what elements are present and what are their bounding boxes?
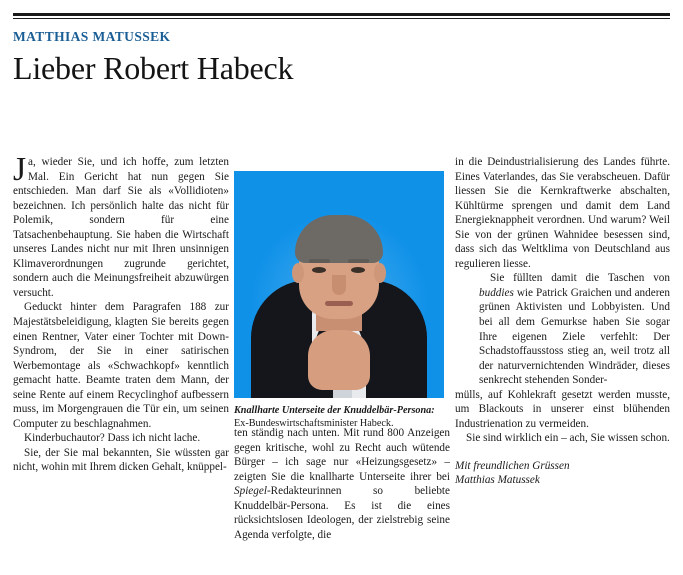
masthead-rule-thick xyxy=(13,13,670,16)
signoff xyxy=(455,459,670,488)
figure-caption-lead: Knallharte Unterseite der Knuddelbär-Persona: xyxy=(234,405,435,416)
paragraph xyxy=(234,155,450,542)
paragraph-text-part1: ten ständig nach unten. Mit rund 800 Anzeigen gegen kritische, wohl zu Recht auch wütende Bürger – ich sage nur «Heizungsgesetz» – zeigten Sie die knallharte Unterseite ihrer bei xyxy=(234,427,450,483)
signoff-author: Matthias Matussek xyxy=(455,474,540,487)
paragraph-text-part2: -Redakteurinnen so beliebte Knuddelbär-Persona. Es ist die eines rücksichtslosen Ideologen, der zielstrebig seine Agenda verfolgte, die xyxy=(234,485,450,541)
paragraph: Sie, der Sie mal bekannten, Sie wüssten gar nicht, wohin mit Ihrem dicken Gehalt, knüppel- xyxy=(13,446,229,474)
paragraph: in die Deindustrialisierung des Landes führte. Eines Vaterlandes, das Sie verabscheuen. Dafür liessen Sie die Kernkraftwerke abschalten, Kühltürme sprengen und damit dem Land Energieknappheit verordnen. Und warum? Weil Sie von der grünen Wahnidee besessen sind, dass sich das Weltklima von Deutschland aus regulieren liesse. xyxy=(455,156,670,270)
signoff-greeting: Mit freundlichen Grüssen xyxy=(455,459,570,472)
foreign-word-buddies: buddies xyxy=(479,286,514,299)
paragraph: Sie sind wirklich ein – ach, Sie wissen schon. xyxy=(466,432,670,445)
paragraph-lead: Ja, wieder Sie, und ich hoffe, zum letzten Mal. Ein Gericht hat nun gegen Sie entschieden. Man darf Sie als «Vollidioten» bezeichnen. Ich persönlich halte das nicht für Polemik, sondern für eine Tatsachenbehauptung. Sie haben die Wirtschaft unseres Landes nicht nur mit Ihren unsinnigen Klimaverordnungen zugrunde gerichtet, sondern auch die Meinungsfreiheit abzuwürgen versucht. xyxy=(13,151,229,299)
article-columns xyxy=(13,151,670,567)
article-page xyxy=(0,13,683,575)
page-title: Lieber Robert Habeck xyxy=(13,49,294,86)
column-left xyxy=(13,151,229,475)
publication-name-spiegel: Spiegel xyxy=(234,485,267,498)
column-right xyxy=(455,155,670,488)
paragraph-continuation: mülls, auf Kohlekraft gesetzt werden musste, um Blackouts in unserer einst blühenden Industrienation zu vermeiden. xyxy=(455,388,670,430)
column-middle xyxy=(234,155,450,542)
paragraph-text-part2: wie Patrick Graichen und anderen grünen Aktivisten und Lobbyisten. Und bei all dem Gemurkse haben Sie sogar Ihre eigenen Ziele verfehlt: Der Schadstoffausstoss stieg an, weil trotz all der naturvernichtenden Windräder, dieses senkrecht stehenden Sonder- xyxy=(479,286,670,387)
paragraph: Kinderbuchautor? Dass ich nicht lache. xyxy=(24,432,201,445)
paragraph-text-part1: Sie füllten damit die Taschen von xyxy=(490,272,670,285)
figure-caption-rest: Ex-Bundeswirtschaftsminister Habeck. xyxy=(234,417,394,429)
paragraph xyxy=(455,271,670,387)
paragraph: Geduckt hinter dem Paragrafen 188 zur Majestätsbeleidigung, klagten Sie bereits gegen einen Rentner, Vater einer Tochter mit Down-Syndrom, der Sie in einer satirischen Werbemontage als «Schwachkopf» kenntlich gemacht hatte. Beamte traten dem Mann, der seine Rente auf einem Recyclinghof aufbessern muss, im Morgengrauen die Tür ein, um seinen Computer zu beschlagnahmen. xyxy=(13,301,229,430)
masthead-rule-thin xyxy=(13,18,670,19)
author-kicker: MATTHIAS MATUSSEK xyxy=(13,29,171,44)
